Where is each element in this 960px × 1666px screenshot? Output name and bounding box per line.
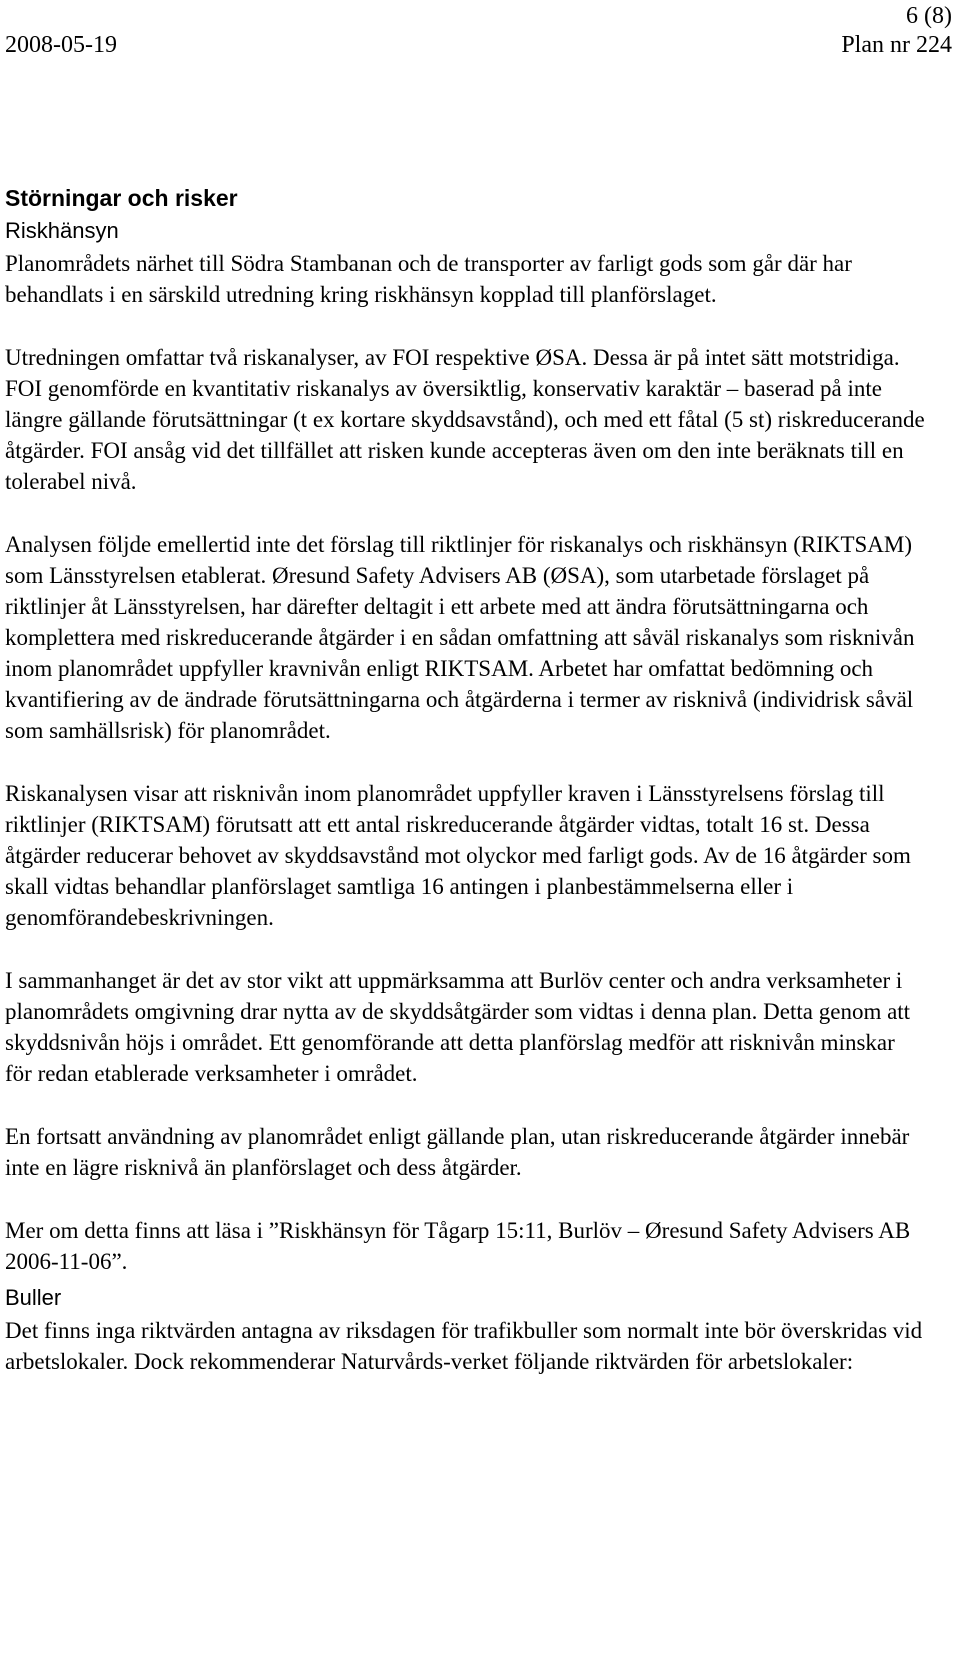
paragraph: En fortsatt användning av planområdet enligt gällande plan, utan riskreducerande åtgärder innebär inte en lägre risknivå än planförslaget och dess åtgärder.: [5, 1124, 910, 1180]
paragraph: Mer om detta finns att läsa i ”Riskhänsyn för Tågarp 15:11, Burlöv – Øresund Safety Advisers AB 2006-11-06”.: [5, 1218, 911, 1274]
section-title: Störningar och risker: [5, 185, 238, 211]
paragraph: Planområdets närhet till Södra Stambanan och de transporter av farligt gods som går där har behandlats i en särskild utredning kring riskhänsyn kopplad till planförslaget.: [5, 251, 852, 307]
header-date: 2008-05-19: [5, 32, 117, 58]
paragraph: Det finns inga riktvärden antagna av riksdagen för trafikbuller som normalt inte bör överskridas vid arbetslokaler. Dock rekommenderar Naturvårds-verket följande riktvärden för arbetslokaler:: [5, 1318, 923, 1374]
paragraph: I sammanhanget är det av stor vikt att uppmärksamma att Burlöv center och andra verksamheter i planområdets omgivning drar nytta av de skyddsåtgärder som vidtas i denna plan. Detta genom att skyddsnivån höjs i området. Ett genomförande att detta planförslag medför att risknivån minskar för redan etablerade verksamheter i området.: [5, 968, 911, 1086]
paragraph: Analysen följde emellertid inte det förslag till riktlinjer för riskanalys och riskhänsyn (RIKTSAM) som Länsstyrelsen etablerat. Øresund Safety Advisers AB (ØSA), som utarbetade förslaget på riktlinjer åt Länsstyrelsen, har därefter deltagit i ett arbete med att ändra förutsättningarna och komplettera med riskreducerande åtgärder i en sådan omfattning att såväl riskanalys som risknivån inom planområdet uppfyller kravnivån enligt RIKTSAM. Arbetet har omfattat bedömning och kvantifiering av de ändrade förutsättningarna och åtgärderna i termer av risknivå (individrisk såväl som samhällsrisk) för planområdet.: [5, 532, 915, 743]
header-plan-number: Plan nr 224: [841, 32, 952, 58]
document-body: [5, 184, 925, 1377]
paragraph: Riskanalysen visar att risknivån inom planområdet uppfyller kraven i Länsstyrelsens förslag till riktlinjer (RIKTSAM) förutsatt att ett antal riskreducerande åtgärder vidtas, totalt 16 st. Dessa åtgärder reducerar behovet av skyddsavstånd mot olyckor med farligt gods. Av de 16 åtgärder som skall vidtas behandlar planförslaget samtliga 16 antingen i planbestämmelserna eller i genomförandebeskrivningen.: [5, 781, 911, 930]
paragraph: Utredningen omfattar två riskanalyser, av FOI respektive ØSA. Dessa är på intet sätt motstridiga. FOI genomförde en kvantitativ riskanalys av översiktlig, konservativ karaktär – baserad på inte längre gällande förutsättningar (t ex kortare skyddsavstånd), och med ett fåtal (5 st) riskreducerande åtgärder. FOI ansåg vid det tillfället att risken kunde accepteras även om den inte beräknats till en tolerabel nivå.: [5, 345, 925, 494]
subheading-buller: Buller: [5, 1285, 62, 1310]
page-number: 6 (8): [906, 3, 952, 29]
subheading-riskhansyn: Riskhänsyn: [5, 218, 119, 243]
